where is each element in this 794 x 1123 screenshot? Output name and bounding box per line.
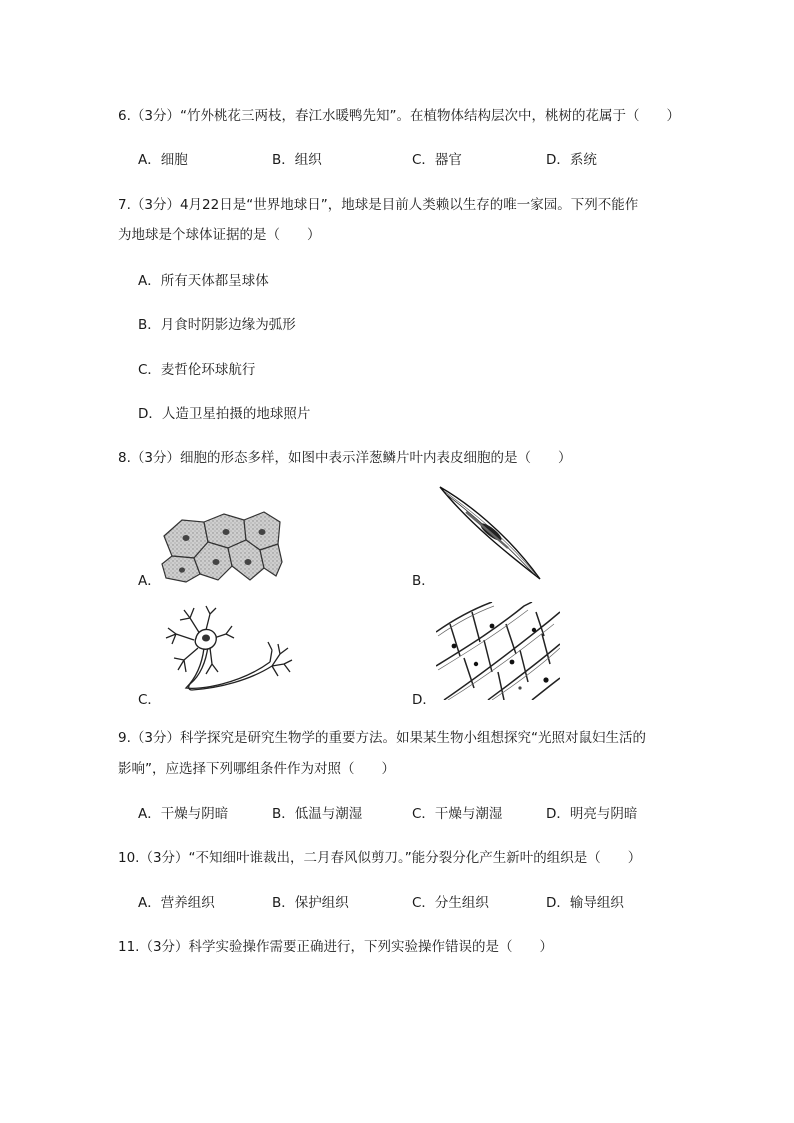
q6-option-a: A．细胞 [138, 152, 188, 168]
question-6-stem: 6.（3分）“竹外桃花三两枝，春江水暖鸭先知”。在植物体结构层次中，桃树的花属于（ ） [118, 108, 680, 124]
q8-option-b: B． [412, 573, 435, 589]
q8-option-c: C． [138, 692, 161, 708]
q6-option-c: C．器官 [412, 152, 462, 168]
q10-option-d: D．输导组织 [546, 895, 624, 911]
q8-option-a: A． [138, 573, 161, 589]
question-8-stem: 8.（3分）细胞的形态多样，如图中表示洋葱鳞片叶内表皮细胞的是（ ） [118, 450, 572, 466]
q9-option-c: C．干燥与潮湿 [412, 806, 503, 822]
q10-option-c: C．分生组织 [412, 895, 489, 911]
onion-epidermis-figure [436, 602, 560, 700]
q7-option-a: A．所有天体都呈球体 [138, 273, 269, 289]
q9-option-d: D．明亮与阴暗 [546, 806, 638, 822]
q6-option-d: D．系统 [546, 152, 597, 168]
q7-option-b: B．月食时阴影边缘为弧形 [138, 317, 296, 333]
neuron-figure [160, 604, 300, 696]
q7-option-c: C．麦哲伦环球航行 [138, 362, 256, 378]
question-9-stem-line1: 9.（3分）科学探究是研究生物学的重要方法。如果某生物小组想探究“光照对鼠妇生活的 [118, 730, 646, 746]
q10-option-b: B．保护组织 [272, 895, 349, 911]
question-11-stem: 11.（3分）科学实验操作需要正确进行，下列实验操作错误的是（ ） [118, 939, 554, 955]
question-9-stem-line2: 影响”，应选择下列哪组条件作为对照（ ） [118, 761, 395, 777]
q8-option-d: D． [412, 692, 436, 708]
question-7-stem-line2: 为地球是个球体证据的是（ ） [118, 227, 321, 243]
epithelial-cells-figure [160, 508, 284, 584]
q10-option-a: A．营养组织 [138, 895, 215, 911]
q9-option-a: A．干燥与阴暗 [138, 806, 229, 822]
q6-option-b: B．组织 [272, 152, 322, 168]
question-10-stem: 10.（3分）“不知细叶谁裁出，二月春风似剪刀。”能分裂分化产生新叶的组织是（ ） [118, 850, 642, 866]
q7-option-d: D．人造卫星拍摄的地球照片 [138, 406, 311, 422]
question-7-stem-line1: 7.（3分）4月22日是“世界地球日”，地球是目前人类赖以生存的唯一家园。下列不能作 [118, 197, 639, 213]
muscle-cell-figure [436, 484, 544, 582]
q9-option-b: B．低温与潮湿 [272, 806, 363, 822]
